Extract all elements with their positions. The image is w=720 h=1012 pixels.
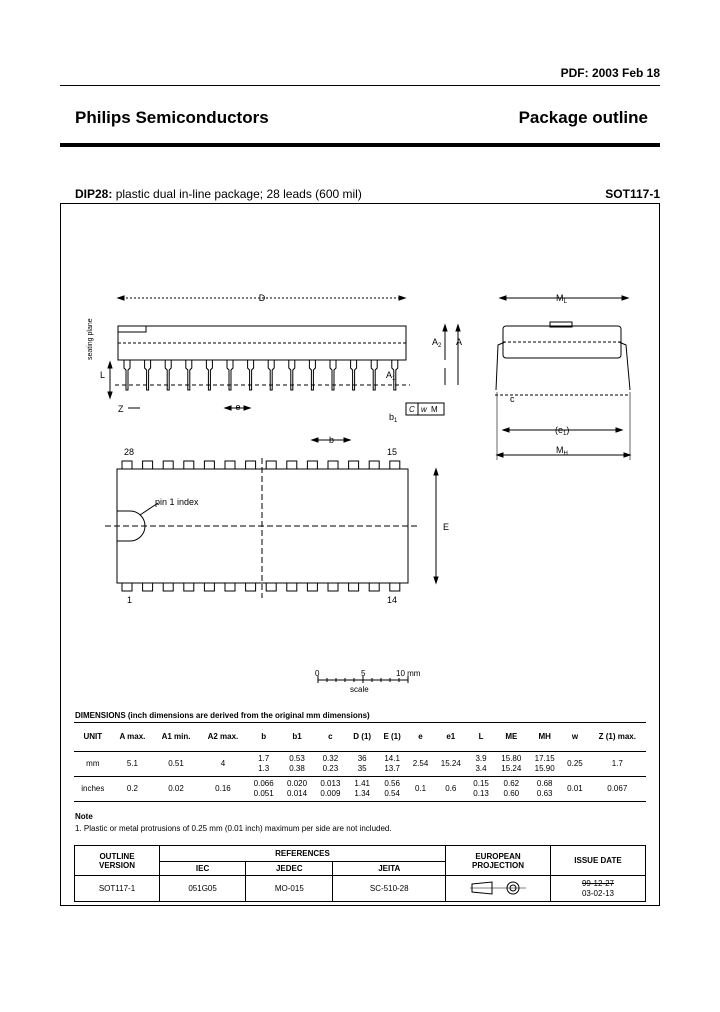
dim-cell: 0.066 0.051 xyxy=(247,777,280,802)
top-lead xyxy=(369,461,379,469)
dim-cell: 0.15 0.13 xyxy=(467,777,494,802)
top-lead xyxy=(122,461,132,469)
top-lead xyxy=(225,461,235,469)
dim-cell: 15.80 15.24 xyxy=(495,752,528,777)
row-iec: 051G05 xyxy=(160,876,246,902)
bottom-lead xyxy=(328,583,338,591)
dim-cell: 0.020 0.014 xyxy=(280,777,313,802)
dim-cell: inches xyxy=(74,777,112,802)
label-Z: Z xyxy=(118,404,124,414)
header-jedec: JEDEC xyxy=(246,862,333,876)
label-b1: $b_1$ xyxy=(389,412,398,424)
dim-header-5: b1 xyxy=(280,723,313,752)
dim-header-12: ME xyxy=(495,723,528,752)
dim-cell: 1.41 1.34 xyxy=(347,777,377,802)
label-M: M xyxy=(431,405,438,414)
dim-cell: 0.067 xyxy=(589,777,646,802)
dimensions-table xyxy=(74,722,646,802)
top-lead xyxy=(246,461,256,469)
dim-header-1: A max. xyxy=(112,723,154,752)
top-lead xyxy=(349,461,359,469)
label-ML: $M_L$ xyxy=(556,293,567,305)
label-MH: $M_H$ xyxy=(556,445,568,457)
label-E: E xyxy=(443,522,450,532)
label-seating-plane: seating plane xyxy=(87,318,94,360)
label-w: w xyxy=(421,405,427,414)
top-view xyxy=(105,438,438,598)
top-lead xyxy=(307,461,317,469)
bottom-lead xyxy=(369,583,379,591)
dim-header-6: c xyxy=(314,723,347,752)
dim-header-15: Z (1) max. xyxy=(589,723,646,752)
dim-cell: 0.62 0.60 xyxy=(495,777,528,802)
top-lead xyxy=(328,461,338,469)
issue-date-new: 03-02-13 xyxy=(581,888,615,898)
pin-28-label: 28 xyxy=(124,447,135,457)
dim-header-4: b xyxy=(247,723,280,752)
dim-header-8: E (1) xyxy=(377,723,407,752)
dim-header-9: e xyxy=(407,723,434,752)
dim-header-7: D (1) xyxy=(347,723,377,752)
bottom-lead xyxy=(184,583,194,591)
label-A: A xyxy=(456,337,463,347)
dim-cell: 1.7 xyxy=(589,752,646,777)
scale-label: scale xyxy=(350,685,369,694)
dim-cell: 2.54 xyxy=(407,752,434,777)
top-lead xyxy=(163,461,173,469)
bottom-lead xyxy=(390,583,400,591)
top-lead xyxy=(266,461,276,469)
dim-header-0: UNIT xyxy=(74,723,112,752)
header-references: REFERENCES xyxy=(160,846,446,862)
row-issue-date xyxy=(551,876,646,902)
label-b: b xyxy=(329,435,335,445)
pin-15-label: 15 xyxy=(387,447,398,457)
dimensions-title: DIMENSIONS (inch dimensions are derived from the original mm dimensions) xyxy=(75,711,370,720)
top-lead xyxy=(143,461,153,469)
projection-symbol xyxy=(446,876,551,902)
bottom-lead xyxy=(287,583,297,591)
bottom-lead xyxy=(204,583,214,591)
label-L: L xyxy=(100,370,106,380)
scale-10: 10 mm xyxy=(396,669,421,678)
dim-header-3: A2 max. xyxy=(199,723,247,752)
dim-header-2: A1 min. xyxy=(153,723,199,752)
row-version: SOT117-1 xyxy=(75,876,160,902)
projection-symbol-icon xyxy=(468,879,528,897)
dim-cell: 4 xyxy=(199,752,247,777)
note-text: 1. Plastic or metal protrusions of 0.25 mm (0.01 inch) maximum per side are not included. xyxy=(75,824,392,833)
dim-cell: 0.53 0.38 xyxy=(280,752,313,777)
scale-5: 5 xyxy=(361,669,366,678)
bottom-lead xyxy=(163,583,173,591)
dim-cell: 0.56 0.54 xyxy=(377,777,407,802)
label-C: C xyxy=(409,405,415,414)
top-lead xyxy=(390,461,400,469)
bottom-lead xyxy=(246,583,256,591)
dim-header-11: L xyxy=(467,723,494,752)
top-lead xyxy=(287,461,297,469)
header-iec: IEC xyxy=(160,862,246,876)
bottom-lead xyxy=(225,583,235,591)
dim-cell: 0.02 xyxy=(153,777,199,802)
dim-cell: 17.15 15.90 xyxy=(528,752,561,777)
label-e: e xyxy=(235,402,241,412)
dim-cell: 0.51 xyxy=(153,752,199,777)
package-description: plastic dual in-line package; 28 leads (600 mil) xyxy=(112,187,362,201)
header-outline-version: OUTLINE VERSION xyxy=(75,846,160,876)
package-code: SOT117-1 xyxy=(605,187,660,201)
dim-cell: 0.25 xyxy=(561,752,588,777)
dim-cell: 0.16 xyxy=(199,777,247,802)
top-lead xyxy=(184,461,194,469)
dim-cell: 15.24 xyxy=(434,752,467,777)
issue-date-old: 99-12-27 xyxy=(581,878,615,888)
header-issue-date: ISSUE DATE xyxy=(551,846,646,876)
dim-header-13: MH xyxy=(528,723,561,752)
bottom-lead xyxy=(122,583,132,591)
dim-cell: 0.32 0.23 xyxy=(314,752,347,777)
top-lead xyxy=(204,461,214,469)
dim-cell: 0.1 xyxy=(407,777,434,802)
header-european-projection: EUROPEAN PROJECTION xyxy=(446,846,551,876)
label-c: c xyxy=(510,394,515,404)
pin-1-index-label: pin 1 index xyxy=(155,497,199,507)
note-heading: Note xyxy=(75,812,93,821)
dim-header-14: w xyxy=(561,723,588,752)
document-type: Package outline xyxy=(518,108,648,127)
scale-0: 0 xyxy=(315,669,320,678)
dim-cell: 5.1 xyxy=(112,752,154,777)
dim-cell: 14.1 13.7 xyxy=(377,752,407,777)
label-e1: $(e_1)$ xyxy=(555,425,570,437)
pdf-date: PDF: 2003 Feb 18 xyxy=(560,66,660,80)
dim-cell: 0.01 xyxy=(561,777,588,802)
package-name: DIP28: xyxy=(75,187,113,201)
company-name: Philips Semiconductors xyxy=(75,108,269,127)
dim-cell: 0.013 0.009 xyxy=(314,777,347,802)
bottom-lead xyxy=(143,583,153,591)
side-view xyxy=(108,296,463,415)
pin-1-label: 1 xyxy=(127,595,133,605)
bottom-lead xyxy=(266,583,276,591)
dim-cell: 0.2 xyxy=(112,777,154,802)
bottom-lead xyxy=(307,583,317,591)
label-A1: $A_1$ xyxy=(386,370,396,382)
references-table xyxy=(74,845,646,902)
dim-cell: 1.7 1.3 xyxy=(247,752,280,777)
label-D: D xyxy=(258,293,266,303)
header-jeita: JEITA xyxy=(333,862,446,876)
dim-cell: mm xyxy=(74,752,112,777)
pin-14-label: 14 xyxy=(387,595,398,605)
dim-cell: 0.6 xyxy=(434,777,467,802)
dim-cell: 3.9 3.4 xyxy=(467,752,494,777)
dim-cell: 0.68 0.63 xyxy=(528,777,561,802)
bottom-lead xyxy=(349,583,359,591)
label-A2: $A_2$ xyxy=(432,337,442,349)
row-jeita: SC-510-28 xyxy=(333,876,446,902)
row-jedec: MO-015 xyxy=(246,876,333,902)
dim-header-10: e1 xyxy=(434,723,467,752)
dim-cell: 36 35 xyxy=(347,752,377,777)
